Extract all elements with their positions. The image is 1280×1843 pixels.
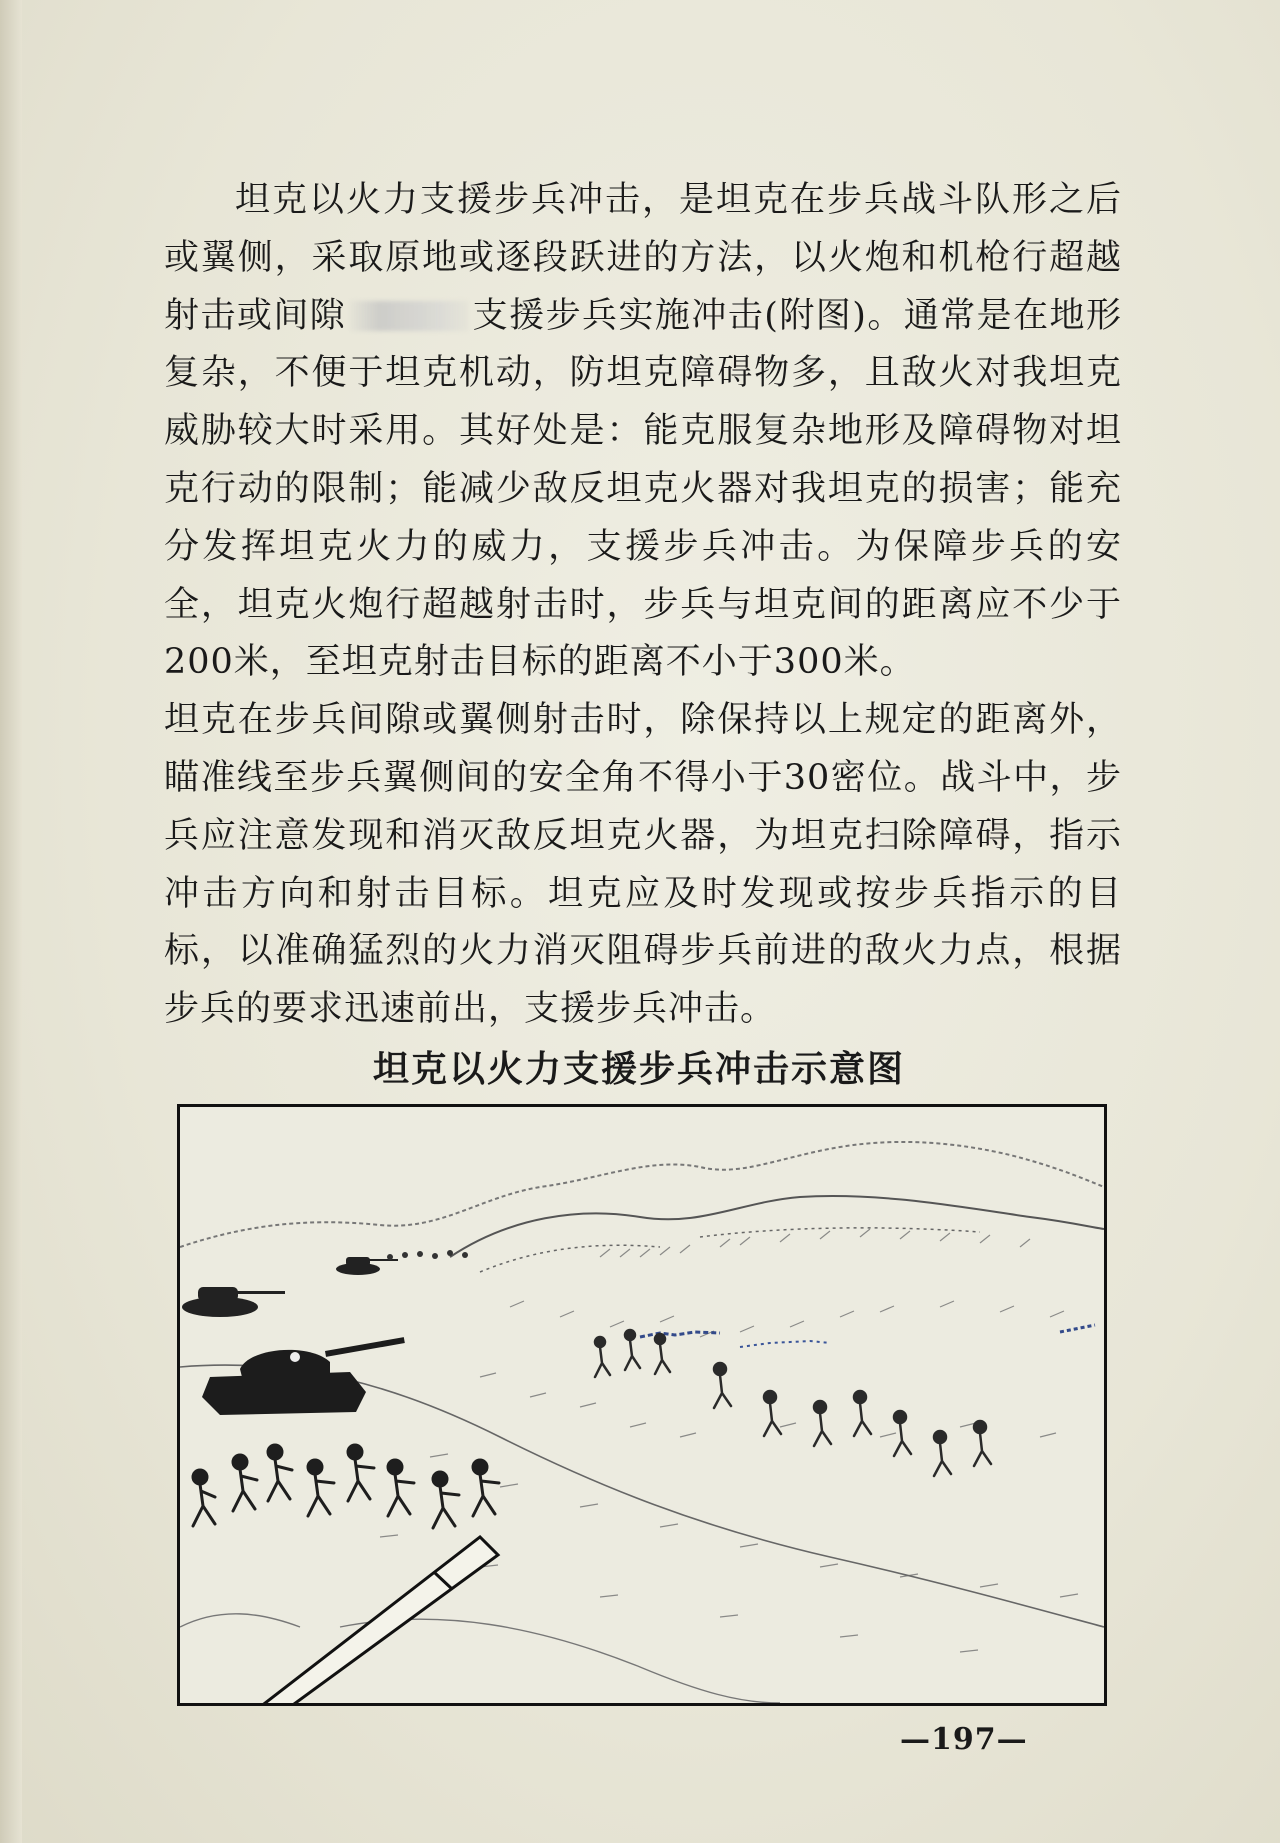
paragraph-2: 坦克在步兵间隙或翼侧射击时，除保持以上规定的距离外，瞄准线至步兵翼侧间的安全角不得小于30密位。战斗中，步兵应注意发现和消灭敌反坦克火器，为坦克扫除障碍，指示冲击方向和射击目标。坦克应及时发现或按步兵指示的目标，以准确猛烈的火力消灭阻碍步兵前进的敌火力点，根据步兵的要求迅速前出，支援步兵冲击。 <box>164 700 1122 1030</box>
figure-title: 坦克以火力支援步兵冲击示意图 <box>372 1049 905 1090</box>
paragraph-1-part-b: 支援步兵实施冲击(附图)。通常是在地形复杂，不便于坦克机动，防坦克障碍物多，且敌火对我坦克威胁较大时采用。其好处是：能克服复杂地形及障碍物对坦克行动的限制；能减少敌反坦克火器对我坦克的损害；能充分发挥坦克火力的威力，支援步兵冲击。为保障步兵的安全，坦克火炮行超越射击时，步兵与坦克间的距离应不少于200米，至坦克射击目标的距离不小于300米。 <box>164 295 1122 683</box>
blurred-redaction <box>350 301 468 331</box>
paragraph-1-part-a: 坦克以火力支援步兵冲击，是坦克在步兵战斗队形之后或翼侧，采取原地或逐段跃进的方法，以火炮和机枪行超越射击或间隙 <box>164 180 1122 336</box>
body-text <box>164 172 1122 1039</box>
page-gutter-shadow <box>0 0 22 1843</box>
figure-illustration <box>177 1104 1107 1706</box>
battle-sketch <box>180 1107 1104 1703</box>
page-number: —197— <box>900 1722 1028 1757</box>
paragraph-1 <box>164 172 1122 692</box>
